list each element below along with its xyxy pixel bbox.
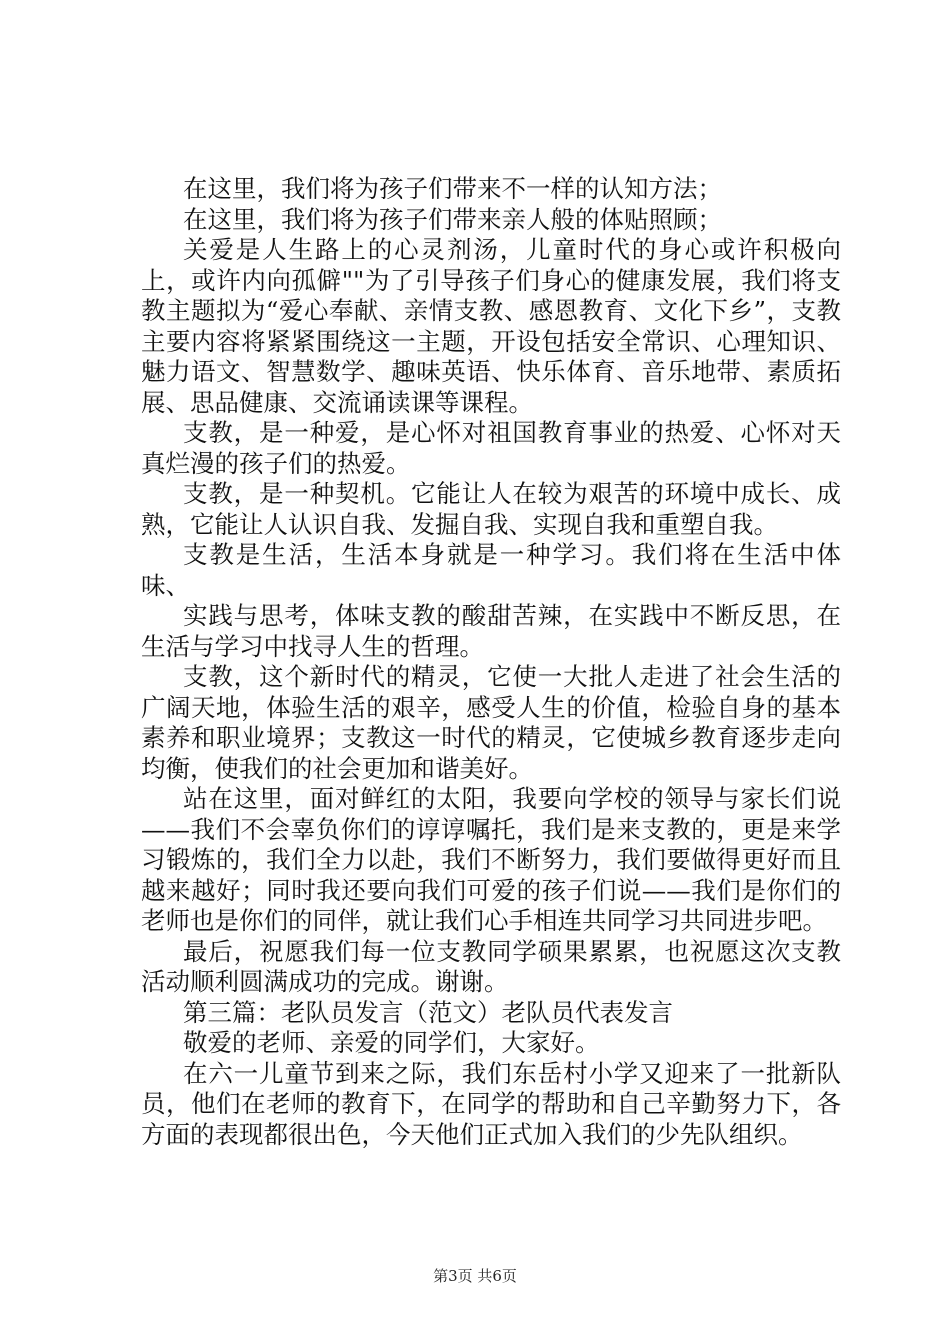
paragraph: 在这里，我们将为孩子们带来不一样的认知方法； <box>183 174 722 203</box>
paragraph: 支教，是一种契机。它能让人在较为艰苦的环境中成长、成熟，它能让人认识自我、发掘自我、实现自我和重塑自我。 <box>141 479 841 539</box>
section-heading: 第三篇：老队员发言（范文）老队员代表发言 <box>183 997 673 1027</box>
paragraph: 敬爱的老师、亲爱的同学们，大家好。 <box>183 1028 600 1057</box>
paragraph: 支教是生活，生活本身就是一种学习。我们将在生活中体味、 <box>141 540 841 600</box>
paragraph: 在这里，我们将为孩子们带来亲人般的体贴照顾； <box>183 204 722 234</box>
paragraph: 站在这里，面对鲜红的太阳，我要向学校的领导与家长们说——我们不会辜负你们的谆谆嘱托，我们是来支教的，更是来学习锻炼的，我们全力以赴，我们不断努力，我们要做得更好而且越来越好；同时我还要向我们可爱的孩子们说——我们是你们的老师也是你们的同伴，就让我们心手相连共同学习共同进步吧。 <box>141 784 841 935</box>
paragraph: 支教，是一种爱，是心怀对祖国教育事业的热爱、心怀对天真烂漫的孩子们的热爱。 <box>141 418 841 478</box>
paragraph: 实践与思考，体味支教的酸甜苦辣，在实践中不断反思，在生活与学习中找寻人生的哲理。 <box>141 601 841 661</box>
document-body <box>141 174 841 1150</box>
paragraph: 支教，这个新时代的精灵，它使一大批人走进了社会生活的广阔天地，体验生活的艰辛，感受人生的价值，检验自身的基本素养和职业境界；支教这一时代的精灵，它使城乡教育逐步走向均衡，使我们的社会更加和谐美好。 <box>141 662 841 783</box>
paragraph: 在六一儿童节到来之际，我们东岳村小学又迎来了一批新队员，他们在老师的教育下，在同学的帮助和自己辛勤努力下，各方面的表现都很出色，今天他们正式加入我们的少先队组织。 <box>141 1058 841 1149</box>
page-number-footer: 第3页 共6页 <box>433 1267 517 1285</box>
paragraph: 最后，祝愿我们每一位支教同学硕果累累，也祝愿这次支教活动顺利圆满成功的完成。谢谢。 <box>141 936 841 996</box>
paragraph: 关爱是人生路上的心灵剂汤，儿童时代的身心或许积极向上，或许内向孤僻""为了引导孩子们身心的健康发展，我们将支教主题拟为“爱心奉献、亲情支教、感恩教育、文化下乡”，支教主要内容将紧紧围绕这一主题，开设包括安全常识、心理知识、魅力语文、智慧数学、趣味英语、快乐体育、音乐地带、素质拓展、思品健康、交流诵读课等课程。 <box>141 235 841 417</box>
